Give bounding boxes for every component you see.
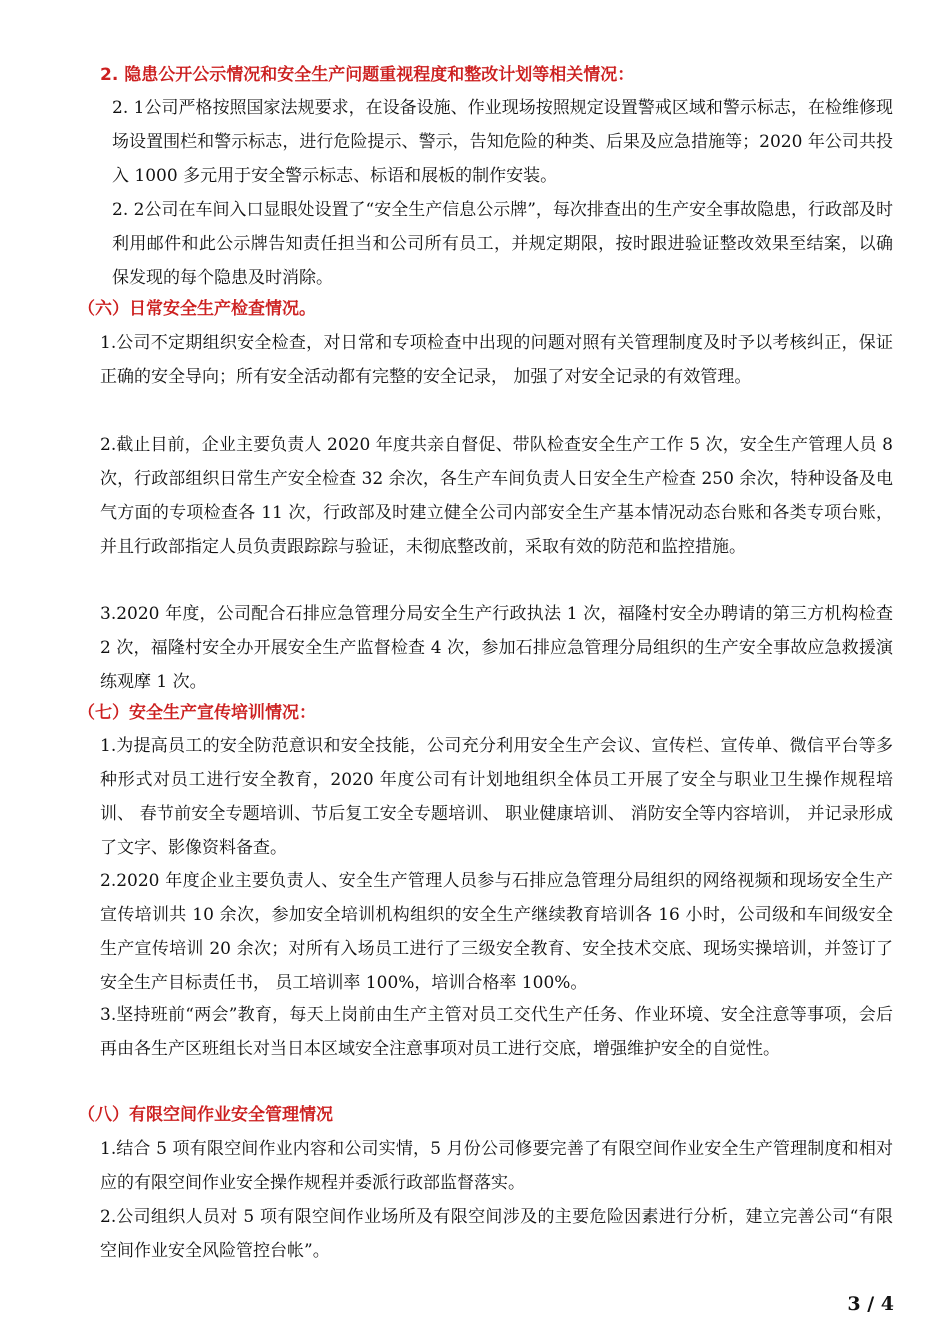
item-number: 2.	[100, 435, 117, 455]
item-number: 3.	[100, 1005, 117, 1025]
item-text: 为提高员工的安全防范意识和安全技能，公司充分利用安全生产会议、宣传栏、宣传单、微信平台等多种形式对员工进行安全教育，2020 年度公司有计划地组织全体员工开展了安全与职业卫生操作规程培训、 春节前安全专题培训、节后复工安全专题培训、 职业健康培训、 消防安全等内容培训， 并记录形成了文字、影像资料备查。	[100, 736, 893, 858]
list-item	[100, 326, 893, 394]
item-text: 坚持班前“两会”教育，每天上岗前由生产主管对员工交代生产任务、作业环境、安全注意等事项，会后再由各生产区班组长对当日本区域安全注意事项对员工进行交底，增强维护安全的自觉性。	[100, 1005, 893, 1059]
item-number: 2.	[100, 1207, 117, 1227]
item-number: 2.	[100, 871, 117, 891]
item-text: 公司在车间入口显眼处设置了“安全生产信息公示牌”，每次排查出的生产安全事故隐患，行政部及时利用邮件和此公示牌告知责任担当和公司所有员工，并规定期限，按时跟进验证整改效果至结案，以确保发现的每个隐患及时消除。	[112, 200, 893, 288]
item-number: 1.	[100, 736, 117, 756]
item-text: 公司不定期组织安全检查，对日常和专项检查中出现的问题对照有关管理制度及时予以考核纠正，保证正确的安全导向；所有安全活动都有完整的安全记录， 加强了对安全记录的有效管理。	[100, 333, 893, 387]
section-heading-6: （六）日常安全生产检查情况。	[78, 299, 316, 319]
section-heading-2: 2. 隐患公开公示情况和安全生产问题重视程度和整改计划等相关情况：	[100, 65, 635, 85]
list-item	[100, 729, 893, 865]
item-text: 公司严格按照国家法规要求，在设备设施、作业现场按照规定设置警戒区域和警示标志，在检维修现场设置围栏和警示标志，进行危险提示、警示，告知危险的种类、后果及应急措施等；2020 年公司共投入 1000 多元用于安全警示标志、标语和展板的制作安装。	[112, 98, 893, 186]
item-number: 1.	[100, 1139, 117, 1159]
list-item	[100, 864, 893, 1000]
list-item	[100, 1200, 893, 1268]
item-text: 截止目前，企业主要负责人 2020 年度共亲自督促、带队检查安全生产工作 5 次，安全生产管理人员 8 次，行政部组织日常生产安全检查 32 余次，各生产车间负责人日安全生产检查 250 余次，特种设备及电气方面的专项检查各 11 次，行政部及时建立健全公司内部安全生产基本情况动态台账和各类专项台账，并且行政部指定人员负责跟踪踪与验证，未彻底整改前，采取有效的防范和监控措施。	[100, 435, 893, 557]
item-text: 结合 5 项有限空间作业内容和公司实情，5 月份公司修要完善了有限空间作业安全生产管理制度和相对应的有限空间作业安全操作规程并委派行政部监督落实。	[100, 1139, 893, 1193]
section-heading-8: （八）有限空间作业安全管理情况	[78, 1105, 333, 1125]
item-number: 1.	[100, 333, 117, 353]
list-item	[100, 428, 893, 564]
list-item	[112, 193, 893, 295]
list-item	[100, 597, 893, 699]
item-text: 2020 年度企业主要负责人、安全生产管理人员参与石排应急管理分局组织的网络视频和现场安全生产宣传培训共 10 余次，参加安全培训机构组织的安全生产继续教育培训各 16 小时，公司级和车间级安全生产宣传培训 20 余次；对所有入场员工进行了三级安全教育、安全技术交底、现场实操培训，并签订了安全生产目标责任书， 员工培训率 100%，培训合格率 100%。	[100, 871, 893, 993]
item-text: 公司组织人员对 5 项有限空间作业场所及有限空间涉及的主要危险因素进行分析，建立完善公司“有限空间作业安全风险管控台帐”。	[100, 1207, 893, 1261]
list-item	[112, 91, 893, 193]
item-text: 2020 年度，公司配合石排应急管理分局安全生产行政执法 1 次，福隆村安全办聘请的第三方机构检查 2 次，福隆村安全办开展安全生产监督检查 4 次，参加石排应急管理分局组织的生产安全事故应急救援演练观摩 1 次。	[100, 604, 893, 692]
item-number: 3.	[100, 604, 117, 624]
page-number: 3 / 4	[847, 1293, 894, 1315]
item-number: 2. 1	[112, 98, 145, 118]
list-item	[100, 998, 893, 1066]
section-heading-7: （七）安全生产宣传培训情况：	[78, 703, 316, 723]
list-item	[100, 1132, 893, 1200]
item-number: 2. 2	[112, 200, 145, 220]
